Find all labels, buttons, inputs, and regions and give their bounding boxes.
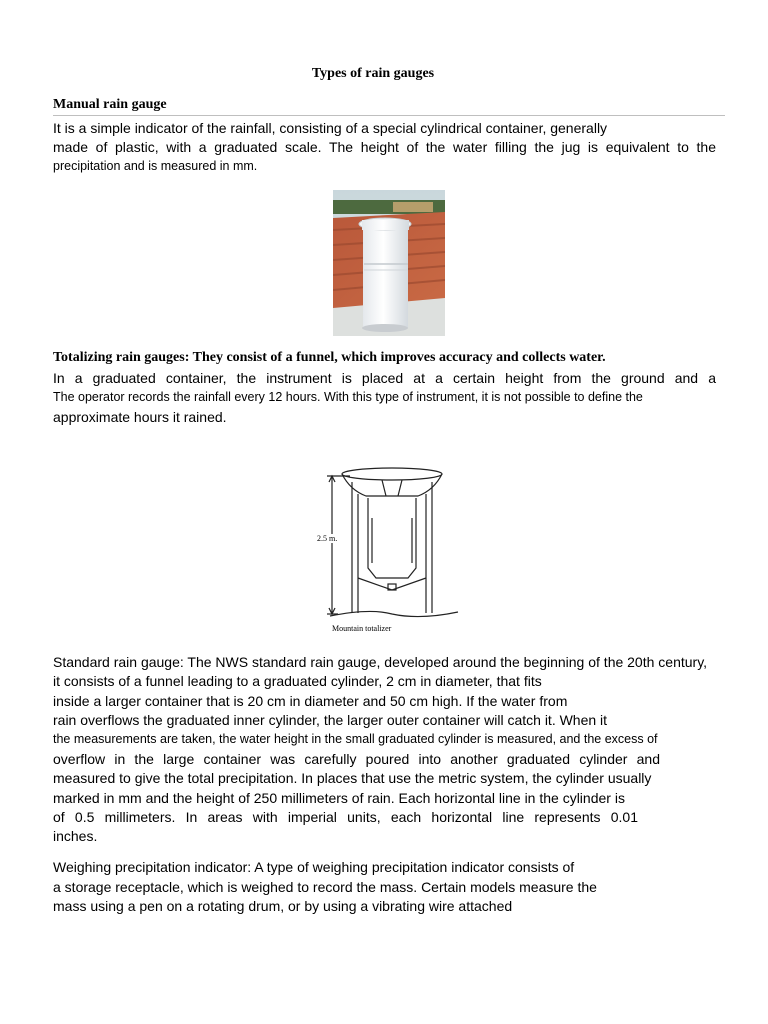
mountain-totalizer-figure bbox=[310, 438, 470, 638]
standard-line-7: measured to give the total precipitation. In places that use the metric system, the cylinder usually bbox=[53, 770, 652, 786]
standard-line-8: marked in mm and the height of 250 millimeters of rain. Each horizontal line in the cylinder is bbox=[53, 790, 625, 806]
standard-line-5: the measurements are taken, the water height in the small graduated cylinder is measured, and the excess of bbox=[53, 732, 658, 746]
weighing-line-3: mass using a pen on a rotating drum, or by using a vibrating wire attached bbox=[53, 898, 513, 914]
standard-line-4: rain overflows the graduated inner cylinder, the larger outer container will catch it. When it bbox=[53, 712, 608, 728]
manual-heading: Manual rain gauge bbox=[53, 97, 167, 112]
standard-line-9: of 0.5 millimeters. In areas with imperial units, each horizontal line represents 0.01 bbox=[53, 809, 638, 825]
manual-line-3: precipitation and is measured in mm. bbox=[53, 159, 258, 173]
standard-line-6: overflow in the large container was carefully poured into another graduated cylinder and bbox=[53, 751, 660, 767]
manual-line-2: made of plastic, with a graduated scale. The height of the water filling the jug is equivalent to the bbox=[53, 139, 716, 155]
heading-divider bbox=[53, 115, 725, 116]
standard-line-10: inches. bbox=[53, 828, 98, 844]
page-title: Types of rain gauges bbox=[311, 66, 435, 81]
standard-line-2: it consists of a funnel leading to a graduated cylinder, 2 cm in diameter, that fits bbox=[53, 673, 542, 689]
weighing-line-1: Weighing precipitation indicator: A type of weighing precipitation indicator consists of bbox=[53, 859, 575, 875]
totalizing-line-2: The operator records the rainfall every 12 hours. With this type of instrument, it is not possible to define the bbox=[53, 390, 643, 404]
weighing-line-2: a storage receptacle, which is weighed to record the mass. Certain models measure the bbox=[53, 879, 597, 895]
height-label: 2.5 m. bbox=[317, 534, 338, 543]
standard-line-1: Standard rain gauge: The NWS standard rain gauge, developed around the beginning of the 20th century, bbox=[53, 654, 708, 670]
totalizing-line-3: approximate hours it rained. bbox=[53, 409, 227, 425]
manual-rain-gauge-photo bbox=[333, 190, 445, 336]
figure-caption: Mountain totalizer bbox=[332, 624, 392, 633]
totalizing-line-1: In a graduated container, the instrument is placed at a certain height from the ground and a bbox=[53, 370, 716, 386]
manual-line-1: It is a simple indicator of the rainfall, consisting of a special cylindrical container, generally bbox=[53, 120, 608, 136]
standard-line-3: inside a larger container that is 20 cm in diameter and 50 cm high. If the water from bbox=[53, 693, 568, 709]
totalizing-heading: Totalizing rain gauges: They consist of a funnel, which improves accuracy and collects water. bbox=[53, 350, 606, 365]
